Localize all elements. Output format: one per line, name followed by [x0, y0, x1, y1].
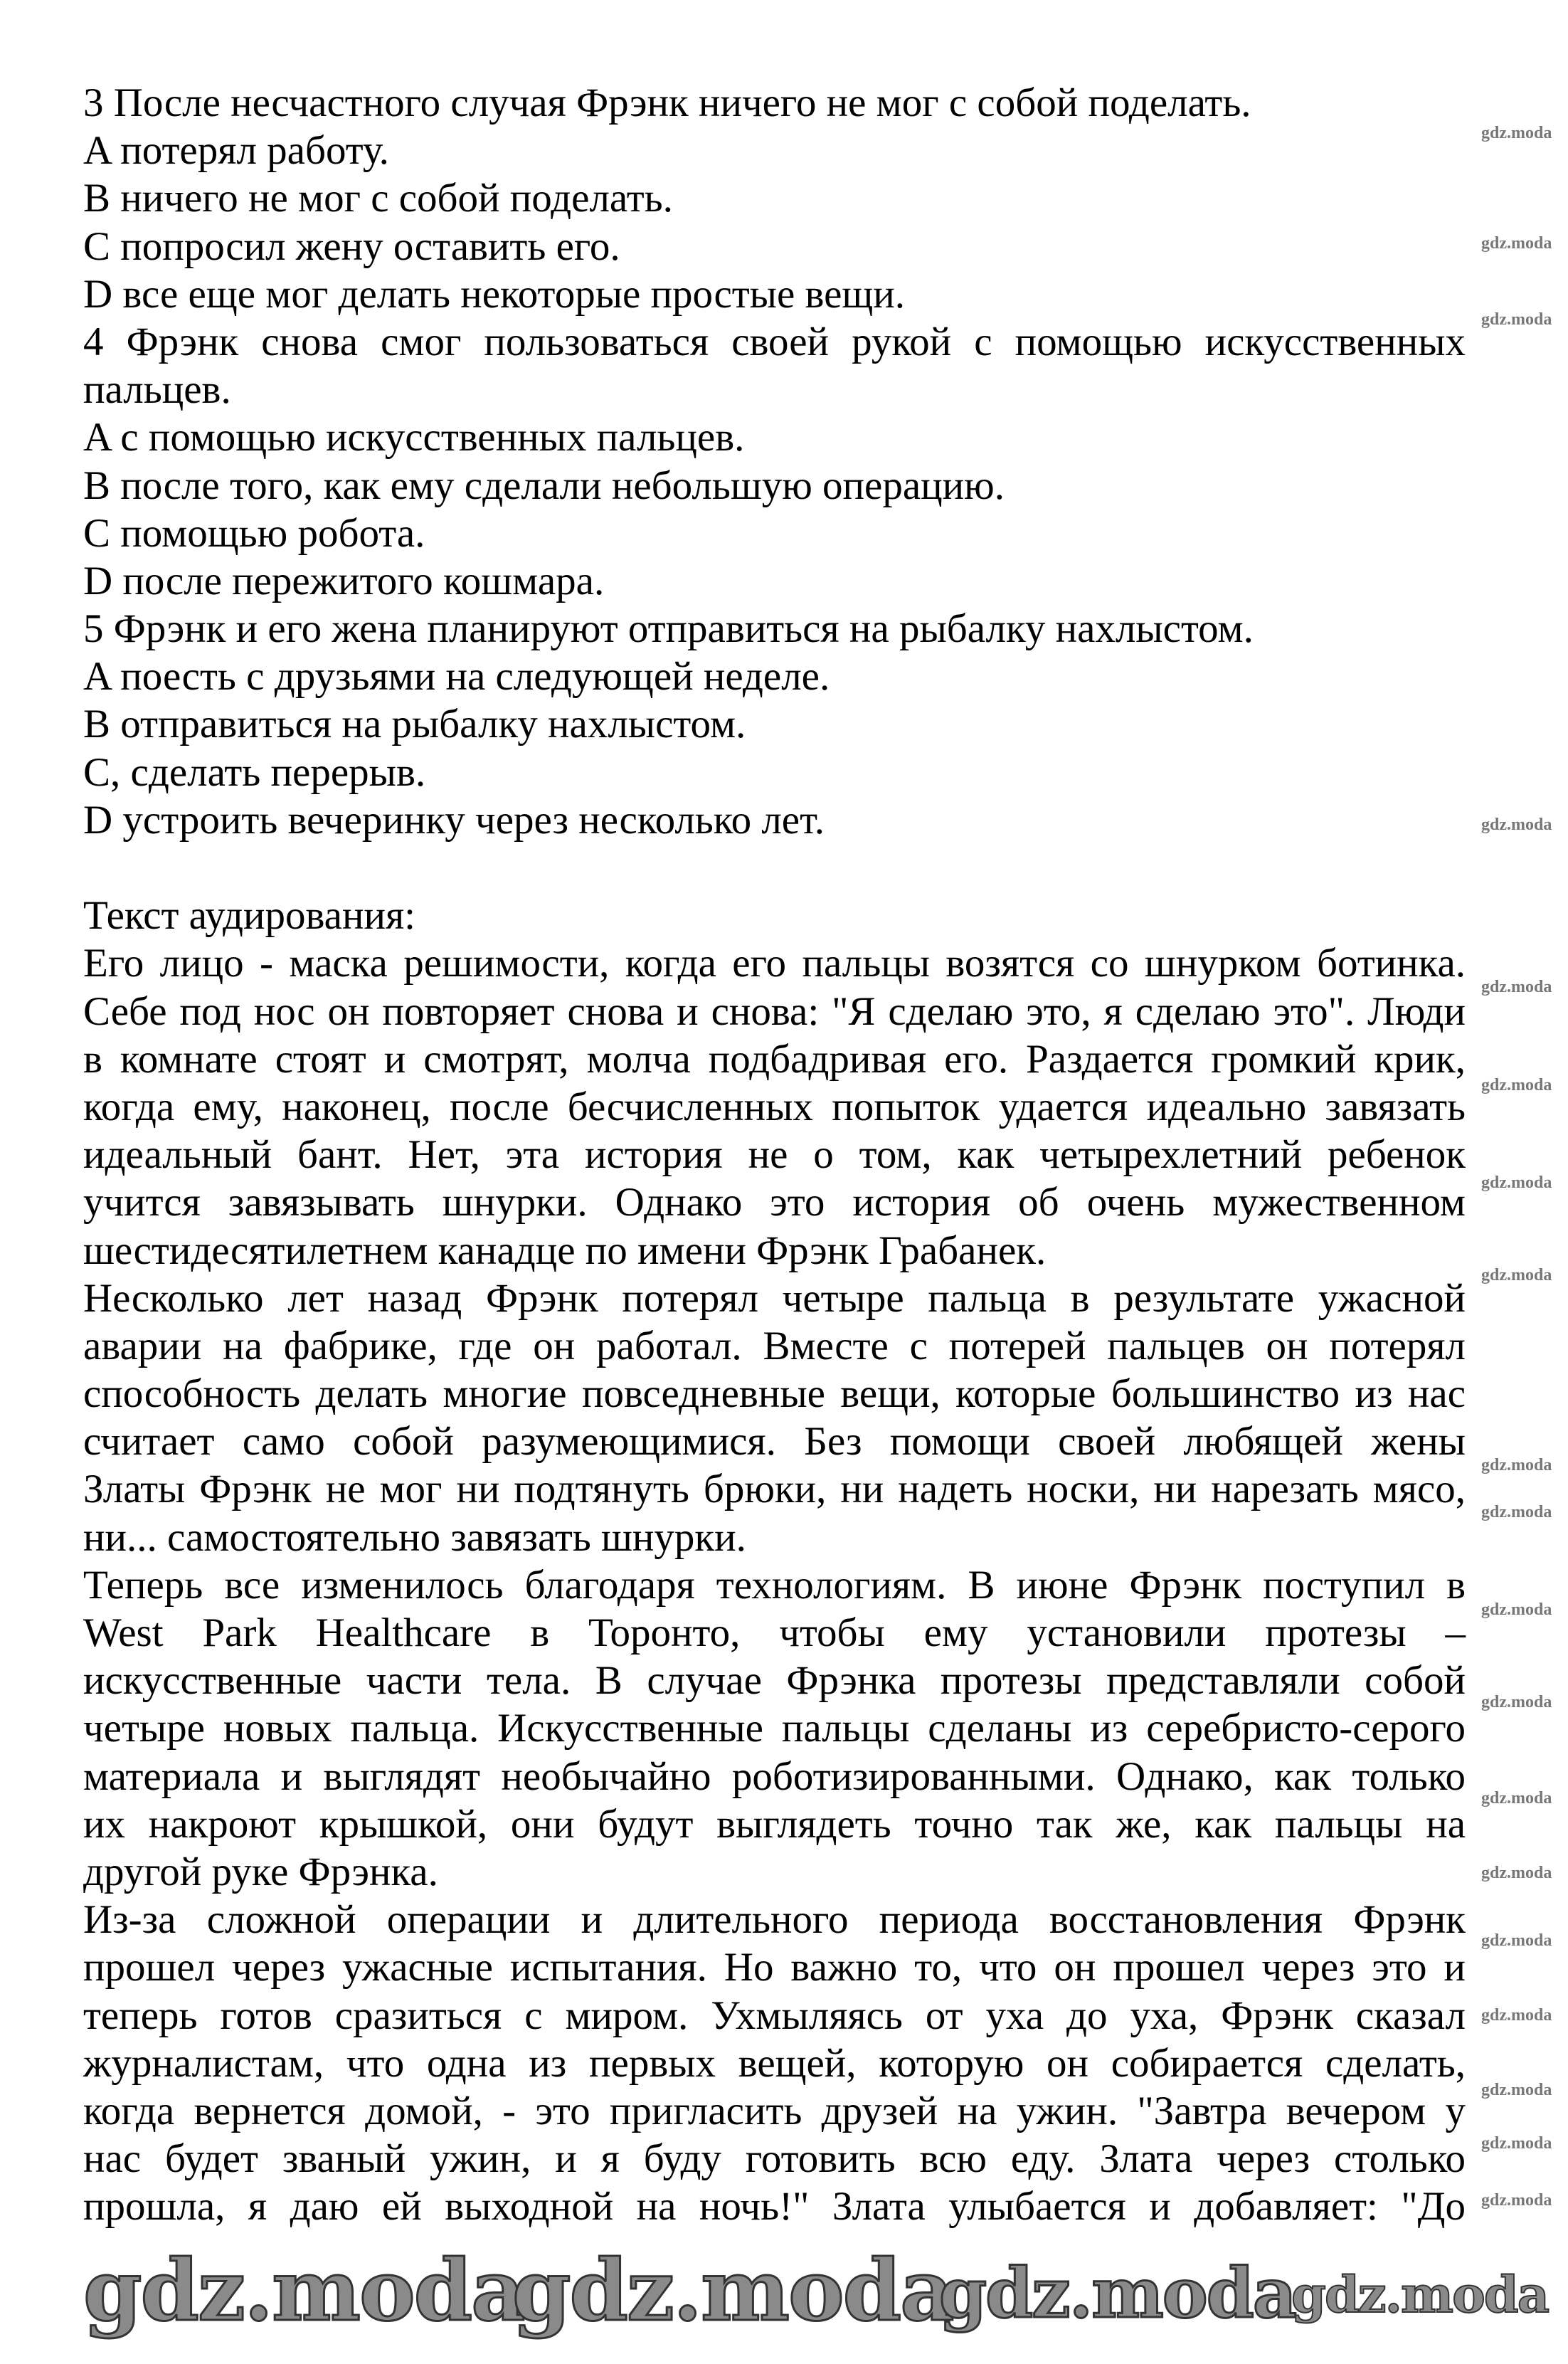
watermark-logo: gdz.moda — [939, 2253, 1296, 2333]
watermark-small: gdz.moda — [1481, 1789, 1552, 1808]
transcript-line-row — [83, 1083, 1466, 1131]
question-line: C попросил жену оставить его. — [83, 223, 620, 269]
watermark-small: gdz.moda — [1481, 124, 1552, 142]
question-line-row — [83, 510, 1466, 557]
transcript-line: Себе под нос он повторяет снова и снова: "Я сделаю это, я сделаю это". Люди — [83, 988, 1466, 1034]
transcript-line: Златы Фрэнк не мог ни подтянуть брюки, ни надеть носки, ни нарезать мясо, — [83, 1467, 1466, 1512]
transcript-line-row — [83, 1035, 1466, 1083]
question-line-row — [83, 223, 1466, 270]
transcript-line: когда ему, наконец, после бесчисленных попыток удается идеально завязать — [83, 1084, 1466, 1129]
question-line-row — [83, 462, 1466, 510]
watermark-small: gdz.moda — [1481, 1173, 1552, 1192]
question-line: B ничего не мог с собой поделать. — [83, 176, 673, 221]
transcript-heading: Текст аудирования: — [83, 893, 416, 939]
question-line-row — [83, 749, 1466, 796]
watermark-small: gdz.moda — [1481, 816, 1552, 834]
transcript-line: прошла, я даю ей выходной на ночь!" Злата улыбается и добавляет: "До — [83, 2184, 1466, 2230]
question-line-row — [83, 366, 1466, 413]
transcript-line: учится завязывать шнурки. Однако это история об очень мужественном — [83, 1180, 1466, 1225]
blank-line — [83, 844, 1466, 892]
questions-section — [83, 79, 1466, 844]
transcript-line: искусственные части тела. В случае Фрэнка протезы представляли собой — [83, 1658, 1466, 1704]
question-line: 4 Фрэнк снова смог пользоваться своей рукой с помощью искусственных — [83, 319, 1466, 364]
transcript-line-row — [83, 1275, 1466, 1322]
question-line-row — [83, 700, 1466, 748]
transcript-line-row — [83, 1561, 1466, 1609]
transcript-line-row — [83, 1465, 1466, 1513]
transcript-line: способность делать многие повседневные вещи, которые большинство из нас — [83, 1371, 1466, 1417]
transcript-line-row — [83, 2087, 1466, 2135]
transcript-line: West Park Healthcare в Торонто, чтобы ему установили протезы – — [83, 1610, 1466, 1655]
transcript-line-row — [83, 1848, 1466, 1896]
question-line-row — [83, 270, 1466, 318]
transcript-line: Из-за сложной операции и длительного периода восстановления Фрэнк — [83, 1897, 1466, 1943]
transcript-line: другой руке Фрэнка. — [83, 1849, 438, 1894]
question-line: A с помощью искусственных пальцев. — [83, 415, 745, 460]
watermark-small: gdz.moda — [1481, 2006, 1552, 2025]
transcript-line-row — [83, 1609, 1466, 1657]
transcript-line-row — [83, 1704, 1466, 1752]
transcript-line-row — [83, 1418, 1466, 1465]
transcript-line-row — [83, 1370, 1466, 1418]
watermark-small: gdz.moda — [1481, 2191, 1552, 2210]
transcript-line-row — [83, 1896, 1466, 1943]
transcript-line-row — [83, 1753, 1466, 1800]
transcript-line-row — [83, 1227, 1466, 1275]
transcript-heading-line — [83, 892, 1466, 939]
watermark-small: gdz.moda — [1481, 1600, 1552, 1619]
question-line-row — [83, 79, 1466, 127]
watermark-small: gdz.moda — [1481, 1864, 1552, 1882]
transcript-line: материала и выглядят необычайно роботизированными. Однако, как только — [83, 1753, 1466, 1799]
transcript-line: когда вернется домой, - это пригласить друзей на ужин. "Завтра вечером у — [83, 2088, 1466, 2133]
transcript-line: Теперь все изменилось благодаря технологиям. В июне Фрэнк поступил в — [83, 1562, 1466, 1608]
transcript-line-row — [83, 1657, 1466, 1704]
question-line: D все еще мог делать некоторые простые вещи. — [83, 271, 906, 317]
transcript-section — [83, 939, 1466, 2230]
question-line: пальцев. — [83, 367, 231, 413]
watermark-small: gdz.moda — [1481, 234, 1552, 253]
watermark-small: gdz.moda — [1481, 310, 1552, 329]
question-line-row — [83, 413, 1466, 461]
question-line: C, сделать перерыв. — [83, 749, 426, 795]
transcript-line-row — [83, 1943, 1466, 1991]
question-line-row — [83, 796, 1466, 844]
document-body — [83, 79, 1466, 2230]
transcript-line: журналистам, что одна из первых вещей, которую он собирается сделать, — [83, 2040, 1466, 2086]
transcript-line-row — [83, 939, 1466, 987]
question-line: 3 После несчастного случая Фрэнк ничего не мог с собой поделать. — [83, 80, 1251, 125]
question-line-row — [83, 318, 1466, 366]
question-line-row — [83, 605, 1466, 653]
watermark-small: gdz.moda — [1481, 1266, 1552, 1284]
question-line: C помощью робота. — [83, 510, 425, 556]
transcript-line-row — [83, 2135, 1466, 2183]
transcript-line: их накроют крышкой, они будут выглядеть точно так же, как пальцы на — [83, 1801, 1466, 1847]
watermark-logo: gdz.moda — [1291, 2265, 1549, 2324]
watermark-logo: gdz.moda — [512, 2241, 953, 2340]
transcript-line-row — [83, 1178, 1466, 1226]
question-line-row — [83, 557, 1466, 605]
watermark-small: gdz.moda — [1481, 2081, 1552, 2099]
question-line: 5 Фрэнк и его жена планируют отправиться на рыбалку нахлыстом. — [83, 606, 1254, 652]
watermark-logo: gdz.moda — [83, 2241, 524, 2340]
transcript-line-row — [83, 1131, 1466, 1178]
transcript-line-row — [83, 2183, 1466, 2230]
question-line: D устроить вечеринку через несколько лет. — [83, 797, 825, 843]
watermark-small: gdz.moda — [1481, 1693, 1552, 1711]
transcript-line-row — [83, 1800, 1466, 1848]
question-line-row — [83, 653, 1466, 700]
transcript-line-row — [83, 1514, 1466, 1561]
watermark-small: gdz.moda — [1481, 2134, 1552, 2153]
transcript-line-row — [83, 2040, 1466, 2087]
transcript-line: считает само собой разумеющимися. Без помощи своей любящей жены — [83, 1419, 1466, 1465]
transcript-line: нас будет званый ужин, и я буду готовить всю еду. Злата через столько — [83, 2136, 1466, 2182]
transcript-line-row — [83, 988, 1466, 1035]
watermark-small: gdz.moda — [1481, 1503, 1552, 1521]
transcript-line: Его лицо - маска решимости, когда его пальцы возятся со шнурком ботинка. — [83, 941, 1466, 986]
transcript-line-row — [83, 1992, 1466, 2040]
question-line: A поесть с друзьями на следующей неделе. — [83, 654, 830, 700]
question-line: D после пережитого кошмара. — [83, 558, 605, 603]
transcript-line: идеальный бант. Нет, эта история не о том, как четырехлетний ребенок — [83, 1132, 1466, 1178]
transcript-line: теперь готов сразиться с миром. Ухмыляясь от уха до уха, Фрэнк сказал — [83, 1993, 1466, 2038]
watermark-small: gdz.moda — [1481, 1931, 1552, 1950]
watermark-small: gdz.moda — [1481, 1076, 1552, 1094]
watermark-small: gdz.moda — [1481, 978, 1552, 996]
question-line: A потерял работу. — [83, 128, 389, 174]
transcript-line: аварии на фабрике, где он работал. Вместе с потерей пальцев он потерял — [83, 1323, 1466, 1368]
question-line-row — [83, 127, 1466, 174]
transcript-line: четыре новых пальца. Искусственные пальцы сделаны из серебристо-серого — [83, 1706, 1466, 1751]
question-line: B отправиться на рыбалку нахлыстом. — [83, 702, 746, 747]
transcript-line: прошел через ужасные испытания. Но важно то, что он прошел через это и — [83, 1945, 1466, 1990]
question-line-row — [83, 174, 1466, 222]
transcript-line: ни... самостоятельно завязать шнурки. — [83, 1514, 746, 1560]
watermark-small: gdz.moda — [1481, 1456, 1552, 1474]
transcript-line: в комнате стоят и смотрят, молча подбадривая его. Раздается громкий крик, — [83, 1036, 1466, 1082]
question-line: B после того, как ему сделали небольшую операцию. — [83, 463, 1005, 508]
transcript-line: шестидесятилетнем канадце по имени Фрэнк Грабанек. — [83, 1228, 1047, 1273]
transcript-line-row — [83, 1322, 1466, 1370]
transcript-line: Несколько лет назад Фрэнк потерял четыре пальца в результате ужасной — [83, 1275, 1466, 1321]
